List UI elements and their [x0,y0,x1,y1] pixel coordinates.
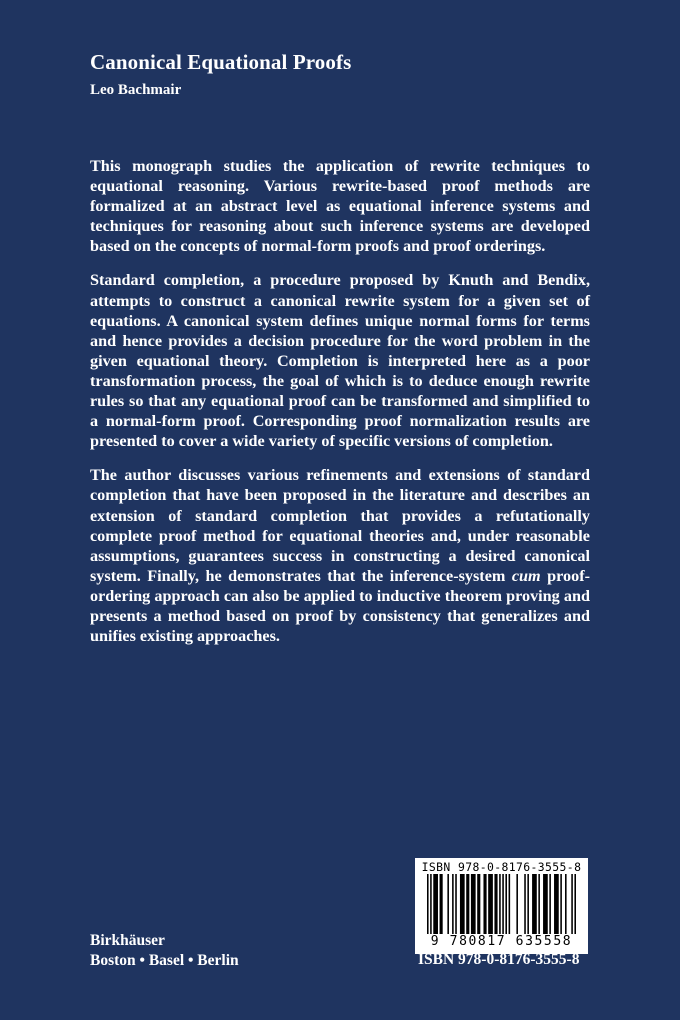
book-title: Canonical Equational Proofs [90,50,352,74]
blurb-paragraph-3-start: The author discusses various refinements and extensions of standard completion that have been proposed in the literature and describes an extension of standard completion that provides a refutationally complete proof method for equational theories and, under reasonable assumptions, guarantees success in constructing a desired canonical system. Finally, he demonstrates that the inference-system [90,466,590,585]
isbn-label-top: ISBN 978-0-8176-3555-8 [421,860,582,874]
barcode-bar [455,874,457,934]
barcode-bar [524,874,526,934]
isbn-label-bottom: ISBN 978-0-8176-3555-8 [418,951,580,968]
barcode-bar [538,874,540,934]
barcode-bar [574,874,576,934]
barcode-bar [460,874,465,934]
barcode-bar [502,874,504,934]
barcode-bar [560,874,562,934]
barcode-bar [549,874,551,934]
barcode-box [415,858,588,954]
barcode-bar [499,874,501,934]
barcode-bar [483,874,486,934]
barcode-digits: 9 780817 635558 [430,934,573,949]
blurb-paragraph-3 [90,465,590,646]
blurb-paragraph-3-end: proof-ordering approach can also be applied to inductive theorem proving and presents a method based on proof by consistency that generalizes and unifies existing approaches. [90,566,590,646]
barcode-bar [543,874,548,934]
barcode-bar [516,874,518,934]
barcode-bar [494,874,497,934]
blurb-paragraph-2: Standard completion, a procedure proposed by Knuth and Bendix, attempts to construct a canonical rewrite system for a given set of equations. A canonical system defines unique normal forms for terms and hence provides a decision procedure for the word problem in the given equational theory. Completion is interpreted here as a poor transformation process, the goal of which is to deduce enough rewrite rules so that any equational proof can be transformed and simplified to a normal-form proof. Corresponding proof normalization results are presented to cover a wide variety of specific versions of completion. [90,271,590,451]
publisher-name: Birkhäuser [90,932,165,949]
blurb-emphasis-cum: cum [511,566,541,585]
barcode-bar [427,874,429,934]
barcode-bar [466,874,469,934]
barcode-icon [427,874,576,934]
barcode-bar [447,874,449,934]
barcode-bar [532,874,537,934]
barcode-bar [505,874,507,934]
barcode-bar [527,874,529,934]
barcode-bar [440,874,443,934]
barcode-bar [571,874,573,934]
barcode-bar [433,874,438,934]
blurb-paragraph-1: This monograph studies the application of rewrite techniques to equational reasoning. Various rewrite-based proof methods are formalized at an abstract level as equational inference systems and techniques for reasoning about such inference systems are developed based on the concepts of normal-form proofs and proof orderings. [90,157,590,256]
book-author: Leo Bachmair [90,82,182,98]
barcode-bar [452,874,454,934]
barcode-bar [554,874,559,934]
barcode-bar [471,874,476,934]
blurb [90,156,590,660]
barcode-bar [477,874,480,934]
barcode-bar [488,874,493,934]
publisher-cities: Boston • Basel • Berlin [90,952,239,969]
publisher-block [90,931,239,971]
barcode-bar [509,874,511,934]
barcode-bar [565,874,567,934]
barcode-bar [430,874,432,934]
